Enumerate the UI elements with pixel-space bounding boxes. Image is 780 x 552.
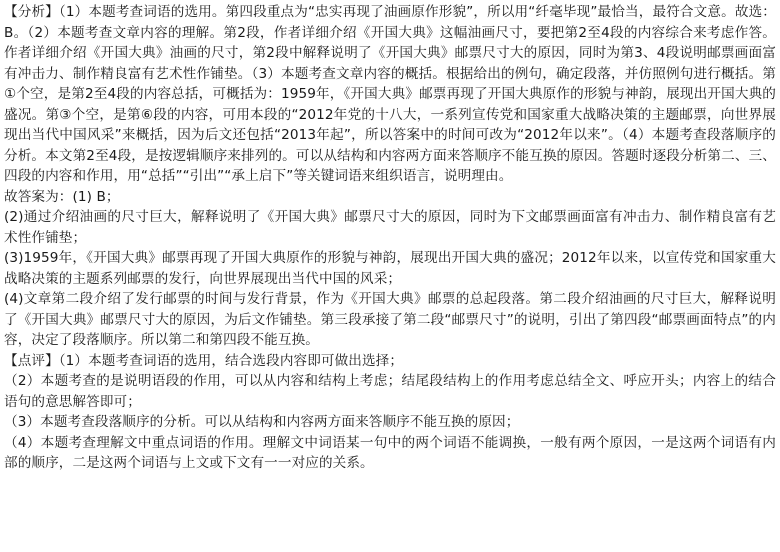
comment-item-1: 【点评】（1）本题考查词语的选用，结合选段内容即可做出选择；: [4, 352, 404, 369]
comment-item-2: （2）本题考查的是说明语段的作用，可以从内容和结构上考虑；结尾段结构上的作用考虑总结全文、呼应开头；内容上的结合语句的意思解答即可；: [4, 373, 776, 410]
comment-item-3: （3）本题考查段落顺序的分析。可以从结构和内容两方面来答顺序不能互换的原因；: [4, 414, 520, 430]
answer-item-2: (2)通过介绍油画的尺寸巨大，解释说明了《开国大典》邮票尺寸大的原因，同时为下文邮票画面富有冲击力、制作精良富有艺术性作铺垫；: [4, 209, 776, 246]
answer-item-4: (4)文章第二段介绍了发行邮票的时间与发行背景，作为《开国大典》邮票的总起段落。第二段介绍油画的尺寸巨大，解释说明了《开国大典》邮票尺寸大的原因，为后文作铺垫。第三段承接了第二段“邮票尺寸”的说明，引出了第四段“邮票画面特点”的内容，决定了段落顺序。所以第二和第四段不能互换。: [4, 291, 776, 348]
answer-intro: 故答案为：(1) B；: [4, 188, 120, 205]
analysis-paragraph: 【分析】（1）本题考查词语的选用。第四段重点为“忠实再现了油画原作形貌”，所以用“纤毫毕现”最恰当，最符合文意。故选：B。（2）本题考查文章内容的理解。第2段，作者详细介绍《开国大典》这幅油画尺寸，要把第2至4段的内容综合来考虑作答。作者详细介绍《开国大典》油画的尺寸，第2段中解释说明了《开国大典》邮票尺寸大的原因，同时为第3、4段说明邮票画面富有冲击力、制作精良富有艺术性作铺垫。（3）本题考查文章内容的概括。根据给出的例句，确定段落，并仿照例句进行概括。第①个空，是第2至4段的内容总括，可概括为：1959年，《开国大典》邮票再现了开国大典原作的形貌与神韵，展现出开国大典的盛况。第③个空，是第⑥段的内容，可用本段的“2012年党的十八大，一系列宣传党和国家重大战略决策的主题邮票，向世界展现出当代中国风采”来概括，因为后文还包括“2013年起”，所以答案中的时间可改为“2012年以来”。（4）本题考查段落顺序的分析。本文第2至4段，是按逻辑顺序来排列的。可以从结构和内容两方面来答顺序不能互换的原因。答题时逐段分析第二、三、四段的内容和作用，用“总括”“引出”“承上启下”等关键词语来组织语言，说明理由。: [4, 4, 776, 184]
answer-item-3: (3)1959年，《开国大典》邮票再现了开国大典原作的形貌与神韵，展现出开国大典的盛况；2012年以来，以宣传党和国家重大战略决策的主题系列邮票的发行，向世界展现出当代中国的风采；: [4, 250, 776, 287]
comment-item-4: （4）本题考查理解文中重点词语的作用。理解文中词语某一句中的两个词语不能调换，一般有两个原因，一是这两个词语有内部的顺序，二是这两个词语与上文或下文有一一对应的关系。: [4, 434, 776, 471]
